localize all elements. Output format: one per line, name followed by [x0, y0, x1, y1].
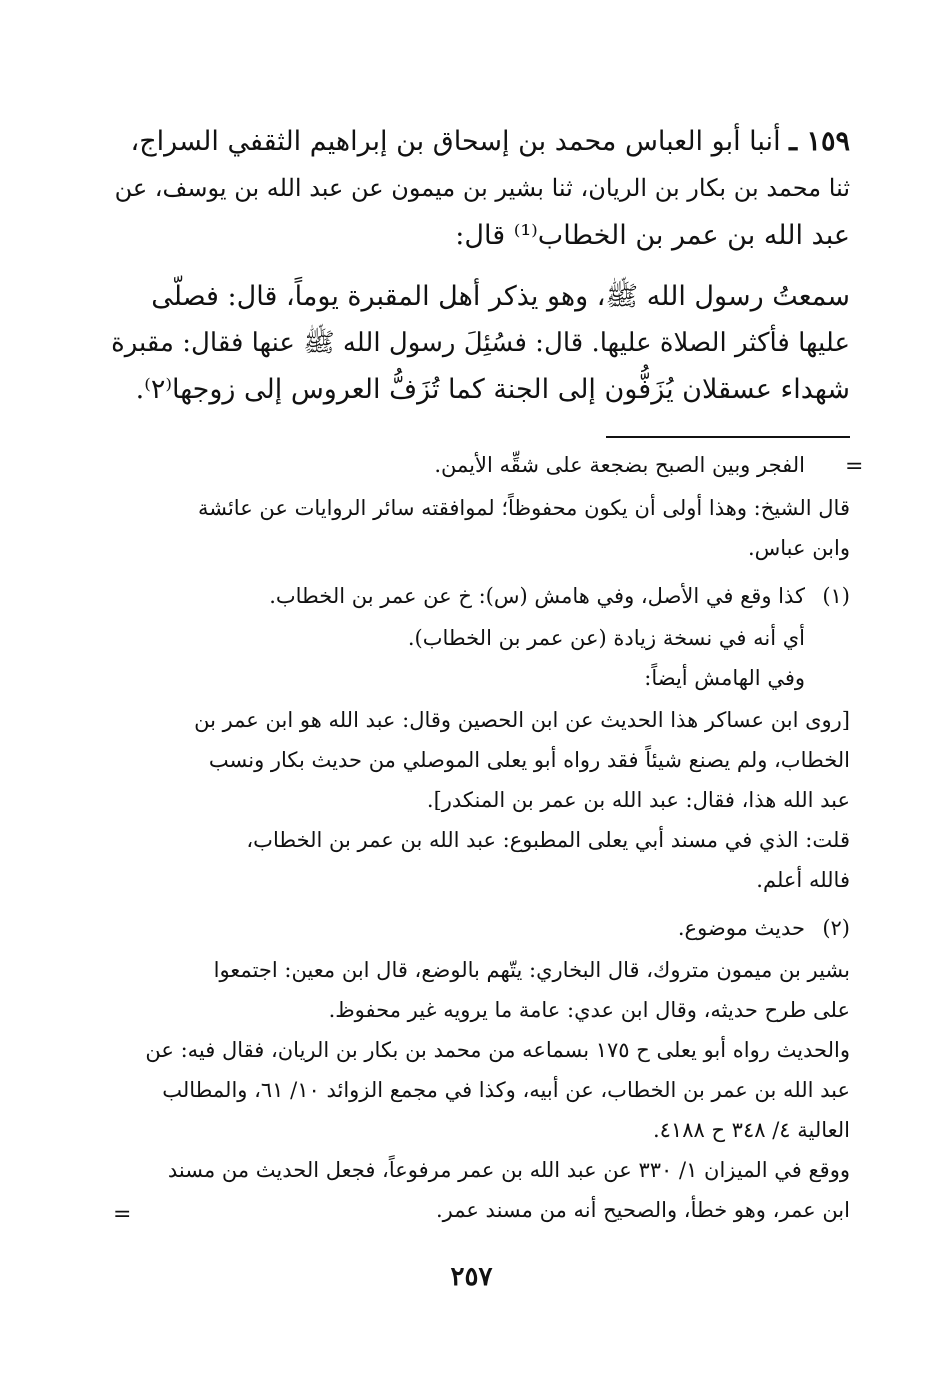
page-number: ٢٥٧ — [450, 1262, 493, 1292]
hadith-line-1: ١٥٩ ـ أنبا أبو العباس محمد بن إسحاق بن إبراهيم الثقفي السراج، — [130, 126, 850, 157]
footnote-line: قال الشيخ: وهذا أولى أن يكون محفوظاً؛ لموافقته سائر الروايات عن عائشة — [197, 496, 850, 520]
footnote-1-marker: (١) — [822, 584, 850, 608]
footnote-line: وفي الهامش أيضاً: — [644, 666, 805, 690]
hadith-line-4: سمعتُ رسول الله ﷺ، وهو يذكر أهل المقبرة يوماً، قال: فصلّى — [151, 281, 850, 312]
hadith-number: ١٥٩ ـ — [789, 126, 850, 157]
hadith-line-3: عبد الله بن عمر بن الخطاب⁽¹⁾ قال: — [455, 220, 850, 251]
footnote-separator — [606, 436, 850, 438]
footnote-line: حديث موضوع. — [677, 916, 805, 940]
footnote-line: كذا وقع في الأصل، وفي هامش (س): خ عن عمر بن الخطاب. — [269, 584, 805, 608]
continuation-mark: = — [845, 454, 864, 479]
footnote-line: بشير بن ميمون متروك، قال البخاري: يتّهم بالوضع، قال ابن معين: اجتمعوا — [213, 958, 850, 982]
footnote-line: العالية ٤/ ٣٤٨ ح ٤١٨٨. — [652, 1118, 850, 1142]
footnote-line: قلت: الذي في مسند أبي يعلى المطبوع: عبد الله بن عمر بن الخطاب، — [246, 828, 850, 852]
footnote-line: عبد الله بن عمر بن الخطاب، عن أبيه، وكذا في مجمع الزوائد ١٠/ ٦١، والمطالب — [162, 1078, 850, 1102]
hadith-line-6: شهداء عسقلان يُزَفُّون إلى الجنة كما تُزَفُّ العروس إلى زوجها⁽٢⁾. — [135, 374, 850, 405]
footnote-line: [روى ابن عساكر هذا الحديث عن ابن الحصين وقال: عبد الله هو ابن عمر بن — [194, 708, 850, 732]
footnote-line: أي أنه في نسخة زيادة (عن عمر بن الخطاب). — [407, 626, 805, 650]
footnote-line: عبد الله هذا، فقال: عبد الله بن عمر بن المنكدر]. — [426, 788, 850, 812]
footnote-line: الخطاب، ولم يصنع شيئاً فقد رواه أبو يعلى الموصلي من حديث بكار ونسب — [208, 748, 850, 772]
footnote-line: الفجر وبين الصبح بضجعة على شقِّه الأيمن. — [434, 453, 805, 477]
footnote-line: ووقع في الميزان ١/ ٣٣٠ عن عبد الله بن عمر مرفوعاً، فجعل الحديث من مسند — [167, 1158, 850, 1182]
hadith-line-5: عليها فأكثر الصلاة عليها. قال: فسُئِلَ رسول الله ﷺ عنها فقال: مقبرة — [111, 328, 850, 358]
end-continuation-mark: = — [113, 1202, 132, 1227]
footnote-line: والحديث رواه أبو يعلى ح ١٧٥ بسماعه من محمد بن بكار بن الريان، فقال فيه: عن — [145, 1038, 850, 1062]
footnote-line: على طرح حديثه، وقال ابن عدي: عامة ما يرويه غير محفوظ. — [328, 998, 850, 1022]
footnote-line: فالله أعلم. — [756, 868, 850, 892]
hadith-line-2: ثنا محمد بن بكار بن الريان، ثنا بشير بن ميمون عن عبد الله بن يوسف، عن — [114, 174, 850, 202]
footnote-line: ابن عمر، وهو خطأ، والصحيح أنه من مسند عمر. — [435, 1198, 850, 1222]
footnote-line: وابن عباس. — [747, 536, 850, 560]
footnote-2-marker: (٢) — [822, 916, 850, 940]
